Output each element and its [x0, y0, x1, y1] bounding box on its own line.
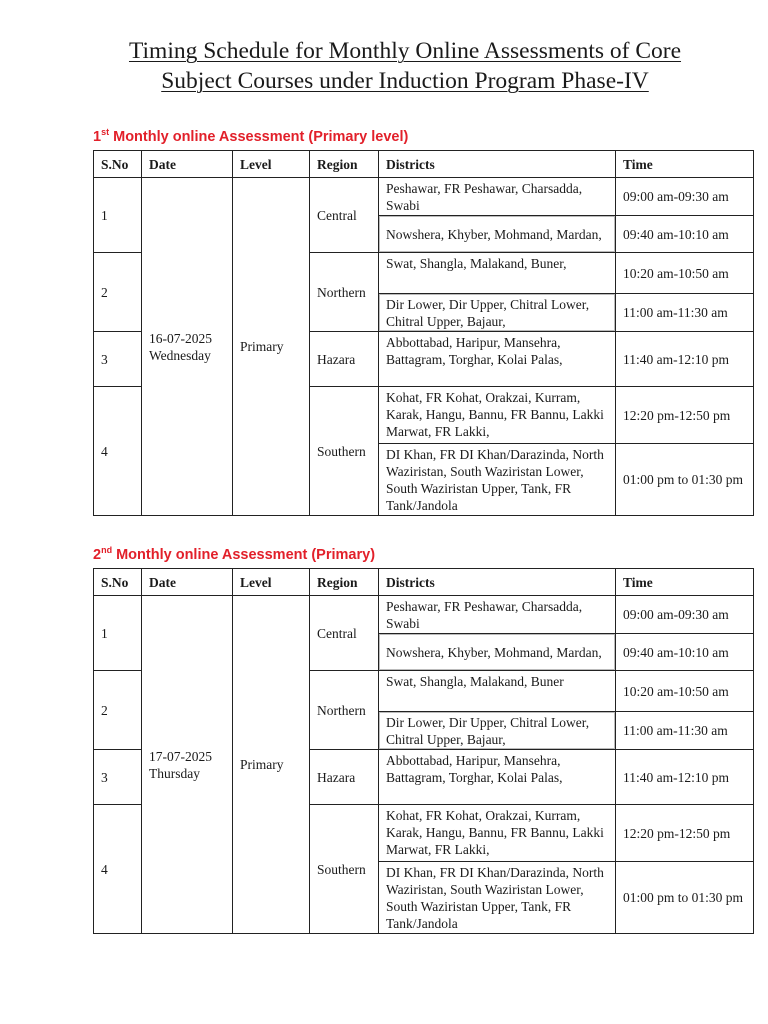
- districts-cell: Nowshera, Khyber, Mohmand, Mardan,: [379, 634, 616, 671]
- header-date: Date: [142, 569, 233, 596]
- date-cell: [142, 596, 233, 934]
- schedule-table-2: [93, 568, 754, 934]
- heading-number: 1: [93, 128, 102, 145]
- time-cell: 09:00 am-09:30 am: [616, 596, 754, 634]
- serial-cell: 3: [94, 332, 142, 387]
- title-line-2: Subject Courses under Induction Program Phase-IV: [161, 68, 649, 94]
- time-cell: 09:40 am-10:10 am: [616, 216, 754, 253]
- heading-number: 2: [93, 546, 102, 563]
- time-cell: 11:40 am-12:10 pm: [616, 332, 754, 387]
- districts-cell: Abbottabad, Haripur, Mansehra, Battagram, Torghar, Kolai Palas,: [379, 750, 616, 805]
- region-cell: Northern: [310, 253, 379, 332]
- time-cell: 09:40 am-10:10 am: [616, 634, 754, 671]
- region-cell: Southern: [310, 805, 379, 934]
- time-cell: 09:00 am-09:30 am: [616, 178, 754, 216]
- districts-cell: Kohat, FR Kohat, Orakzai, Kurram, Karak, Hangu, Bannu, FR Bannu, Lakki Marwat, FR Lakki,: [379, 387, 616, 444]
- time-cell: 11:00 am-11:30 am: [616, 294, 754, 332]
- region-cell: Southern: [310, 387, 379, 516]
- region-cell: Northern: [310, 671, 379, 750]
- time-cell: 12:20 pm-12:50 pm: [616, 387, 754, 444]
- header-row: [94, 569, 754, 596]
- time-cell: 12:20 pm-12:50 pm: [616, 805, 754, 862]
- date-value: 16-07-2025: [149, 330, 212, 346]
- header-districts: Districts: [379, 569, 616, 596]
- districts-cell: Dir Lower, Dir Upper, Chitral Lower, Chitral Upper, Bajaur,: [379, 712, 616, 750]
- serial-cell: 1: [94, 178, 142, 253]
- region-cell: Central: [310, 596, 379, 671]
- heading-text: Monthly online Assessment (Primary): [112, 546, 376, 563]
- time-cell: 10:20 am-10:50 am: [616, 671, 754, 712]
- date-value: 17-07-2025: [149, 748, 212, 764]
- heading-ordinal: nd: [101, 545, 113, 555]
- date-cell: [142, 178, 233, 516]
- table-row: [94, 596, 754, 634]
- header-level: Level: [233, 569, 310, 596]
- serial-cell: 2: [94, 671, 142, 750]
- districts-cell: Kohat, FR Kohat, Orakzai, Kurram, Karak, Hangu, Bannu, FR Bannu, Lakki Marwat, FR Lakki,: [379, 805, 616, 862]
- time-cell: 11:00 am-11:30 am: [616, 712, 754, 750]
- day-value: Thursday: [149, 765, 200, 781]
- header-time: Time: [616, 569, 754, 596]
- heading-ordinal: st: [101, 127, 110, 137]
- header-districts: Districts: [379, 151, 616, 178]
- header-time: Time: [616, 151, 754, 178]
- section-heading-2: [93, 545, 375, 563]
- serial-cell: 2: [94, 253, 142, 332]
- header-row: [94, 151, 754, 178]
- districts-cell: Dir Lower, Dir Upper, Chitral Lower, Chitral Upper, Bajaur,: [379, 294, 616, 332]
- serial-cell: 3: [94, 750, 142, 805]
- region-cell: Hazara: [310, 750, 379, 805]
- time-cell: 01:00 pm to 01:30 pm: [616, 444, 754, 516]
- time-cell: 10:20 am-10:50 am: [616, 253, 754, 294]
- region-cell: Hazara: [310, 332, 379, 387]
- districts-cell: Swat, Shangla, Malakand, Buner,: [379, 253, 616, 294]
- region-cell: Central: [310, 178, 379, 253]
- header-date: Date: [142, 151, 233, 178]
- serial-cell: 4: [94, 387, 142, 516]
- title-line-1: Timing Schedule for Monthly Online Assessments of Core: [128, 38, 682, 64]
- header-sno: S.No: [94, 151, 142, 178]
- districts-cell: Peshawar, FR Peshawar, Charsadda, Swabi: [379, 178, 616, 216]
- header-region: Region: [310, 569, 379, 596]
- time-cell: 11:40 am-12:10 pm: [616, 750, 754, 805]
- page-title: [0, 36, 768, 96]
- header-region: Region: [310, 151, 379, 178]
- districts-cell: DI Khan, FR DI Khan/Darazinda, North Waziristan, South Waziristan Lower, South Waziristan Upper, Tank, FR Tank/Jandola: [379, 444, 616, 516]
- districts-cell: Abbottabad, Haripur, Mansehra, Battagram, Torghar, Kolai Palas,: [379, 332, 616, 387]
- time-cell: 01:00 pm to 01:30 pm: [616, 862, 754, 934]
- level-cell: Primary: [233, 596, 310, 934]
- day-value: Wednesday: [149, 347, 211, 363]
- table-row: [94, 178, 754, 216]
- districts-cell: DI Khan, FR DI Khan/Darazinda, North Waziristan, South Waziristan Lower, South Waziristan Upper, Tank, FR Tank/Jandola: [379, 862, 616, 934]
- schedule-table-1: [93, 150, 754, 516]
- header-level: Level: [233, 151, 310, 178]
- serial-cell: 4: [94, 805, 142, 934]
- districts-cell: Swat, Shangla, Malakand, Buner: [379, 671, 616, 712]
- section-heading-1: [93, 127, 408, 145]
- districts-cell: Nowshera, Khyber, Mohmand, Mardan,: [379, 216, 616, 253]
- districts-cell: Peshawar, FR Peshawar, Charsadda, Swabi: [379, 596, 616, 634]
- level-cell: Primary: [233, 178, 310, 516]
- serial-cell: 1: [94, 596, 142, 671]
- heading-text: Monthly online Assessment (Primary level): [109, 128, 409, 145]
- header-sno: S.No: [94, 569, 142, 596]
